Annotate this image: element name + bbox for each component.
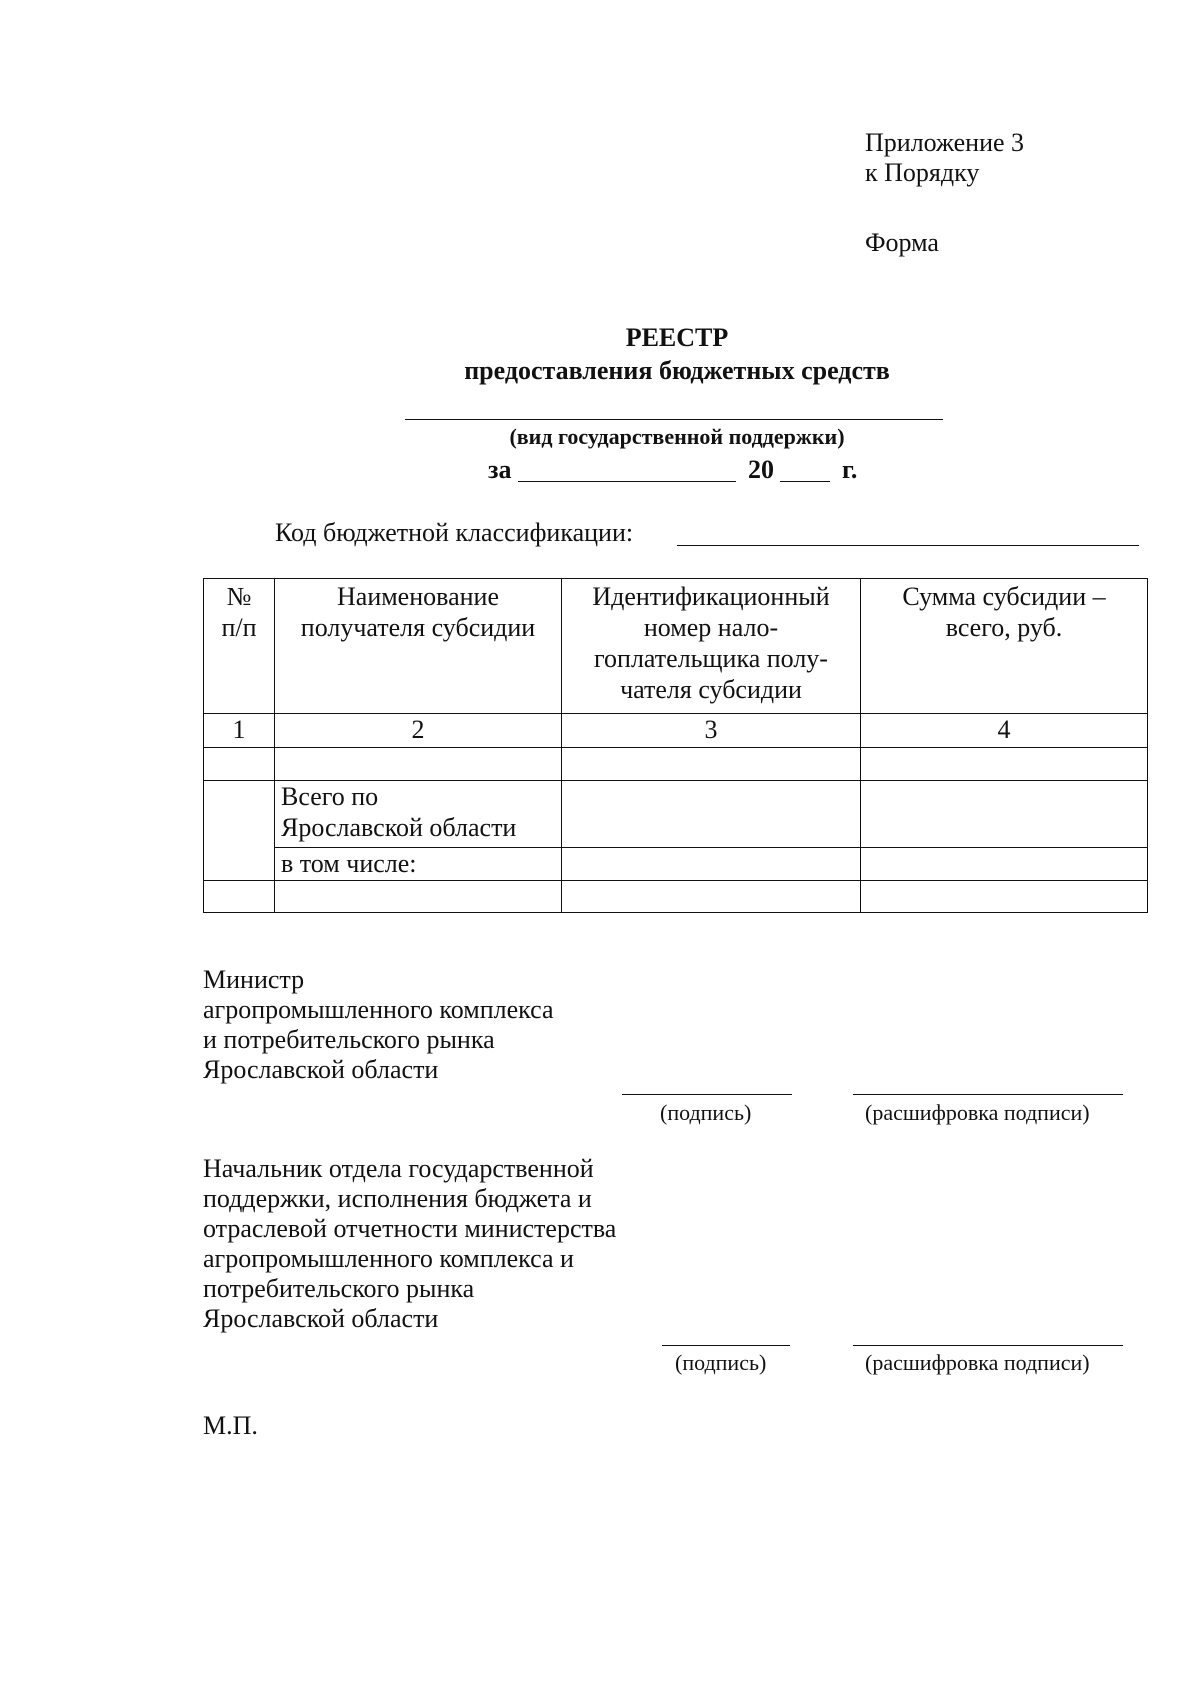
header-taxpayer-id: Идентификационный номер нало- гоплательщика полу- чателя субсидии [562, 579, 861, 714]
appendix-note: Приложение 3 к Порядку [865, 128, 1025, 187]
minister-signature-line [622, 1094, 792, 1095]
year-suffix: г. [842, 455, 858, 484]
column-number-cell: 3 [562, 714, 861, 748]
period-prefix: за [488, 455, 512, 484]
budget-code-label: Код бюджетной классификации: [275, 518, 634, 547]
minister-signature-caption: (подпись) [660, 1100, 752, 1125]
column-number-cell: 4 [861, 714, 1148, 748]
year-blank-line [780, 481, 830, 482]
stamp-place-label: М.П. [203, 1411, 258, 1440]
support-type-blank-line [405, 419, 943, 420]
minister-decode-line [853, 1094, 1123, 1095]
table-cell [562, 748, 861, 781]
table-cell [562, 848, 861, 881]
form-label: Форма [865, 228, 939, 257]
document-subtitle: предоставления бюджетных средств [464, 356, 890, 385]
table-cell [204, 781, 275, 881]
table-cell [275, 748, 562, 781]
minister-decode-caption: (расшифровка подписи) [865, 1100, 1090, 1125]
head-decode-line [853, 1345, 1123, 1346]
table-cell [861, 848, 1148, 881]
registry-table [203, 578, 1148, 913]
total-label: Всего по Ярославской области [275, 781, 562, 848]
support-type-caption: (вид государственной поддержки) [509, 424, 845, 449]
column-number-row [204, 714, 1148, 748]
header-number: № п/п [204, 579, 275, 714]
table-header-row [204, 579, 1148, 714]
table-cell [275, 881, 562, 913]
year-prefix: 20 [748, 455, 774, 484]
document-title: РЕЕСТР [625, 323, 729, 352]
table-cell [204, 748, 275, 781]
period-blank-line [518, 481, 736, 482]
table-cell [861, 748, 1148, 781]
including-row [204, 848, 1148, 881]
head-signature-line [662, 1345, 790, 1346]
minister-title: Министр агропромышленного комплекса и потребительского рынка Ярославской области [203, 965, 554, 1084]
table-cell [562, 881, 861, 913]
column-number-cell: 2 [275, 714, 562, 748]
header-subsidy-amount: Сумма субсидии – всего, руб. [861, 579, 1148, 714]
table-cell [861, 781, 1148, 848]
table-row [204, 881, 1148, 913]
head-signature-caption: (подпись) [675, 1350, 767, 1375]
including-label: в том числе: [275, 848, 562, 881]
column-number-cell: 1 [204, 714, 275, 748]
header-recipient-name: Наименование получателя субсидии [275, 579, 562, 714]
department-head-title: Начальник отдела государственной поддержки, исполнения бюджета и отраслевой отчетности министерства агропромышленного комплекса и потребительского рынка Ярославской области [203, 1154, 617, 1333]
table-row [204, 748, 1148, 781]
table-cell [861, 881, 1148, 913]
table-cell [562, 781, 861, 848]
head-decode-caption: (расшифровка подписи) [865, 1350, 1090, 1375]
budget-code-blank-line [677, 545, 1139, 546]
total-row [204, 781, 1148, 848]
table-cell [204, 881, 275, 913]
